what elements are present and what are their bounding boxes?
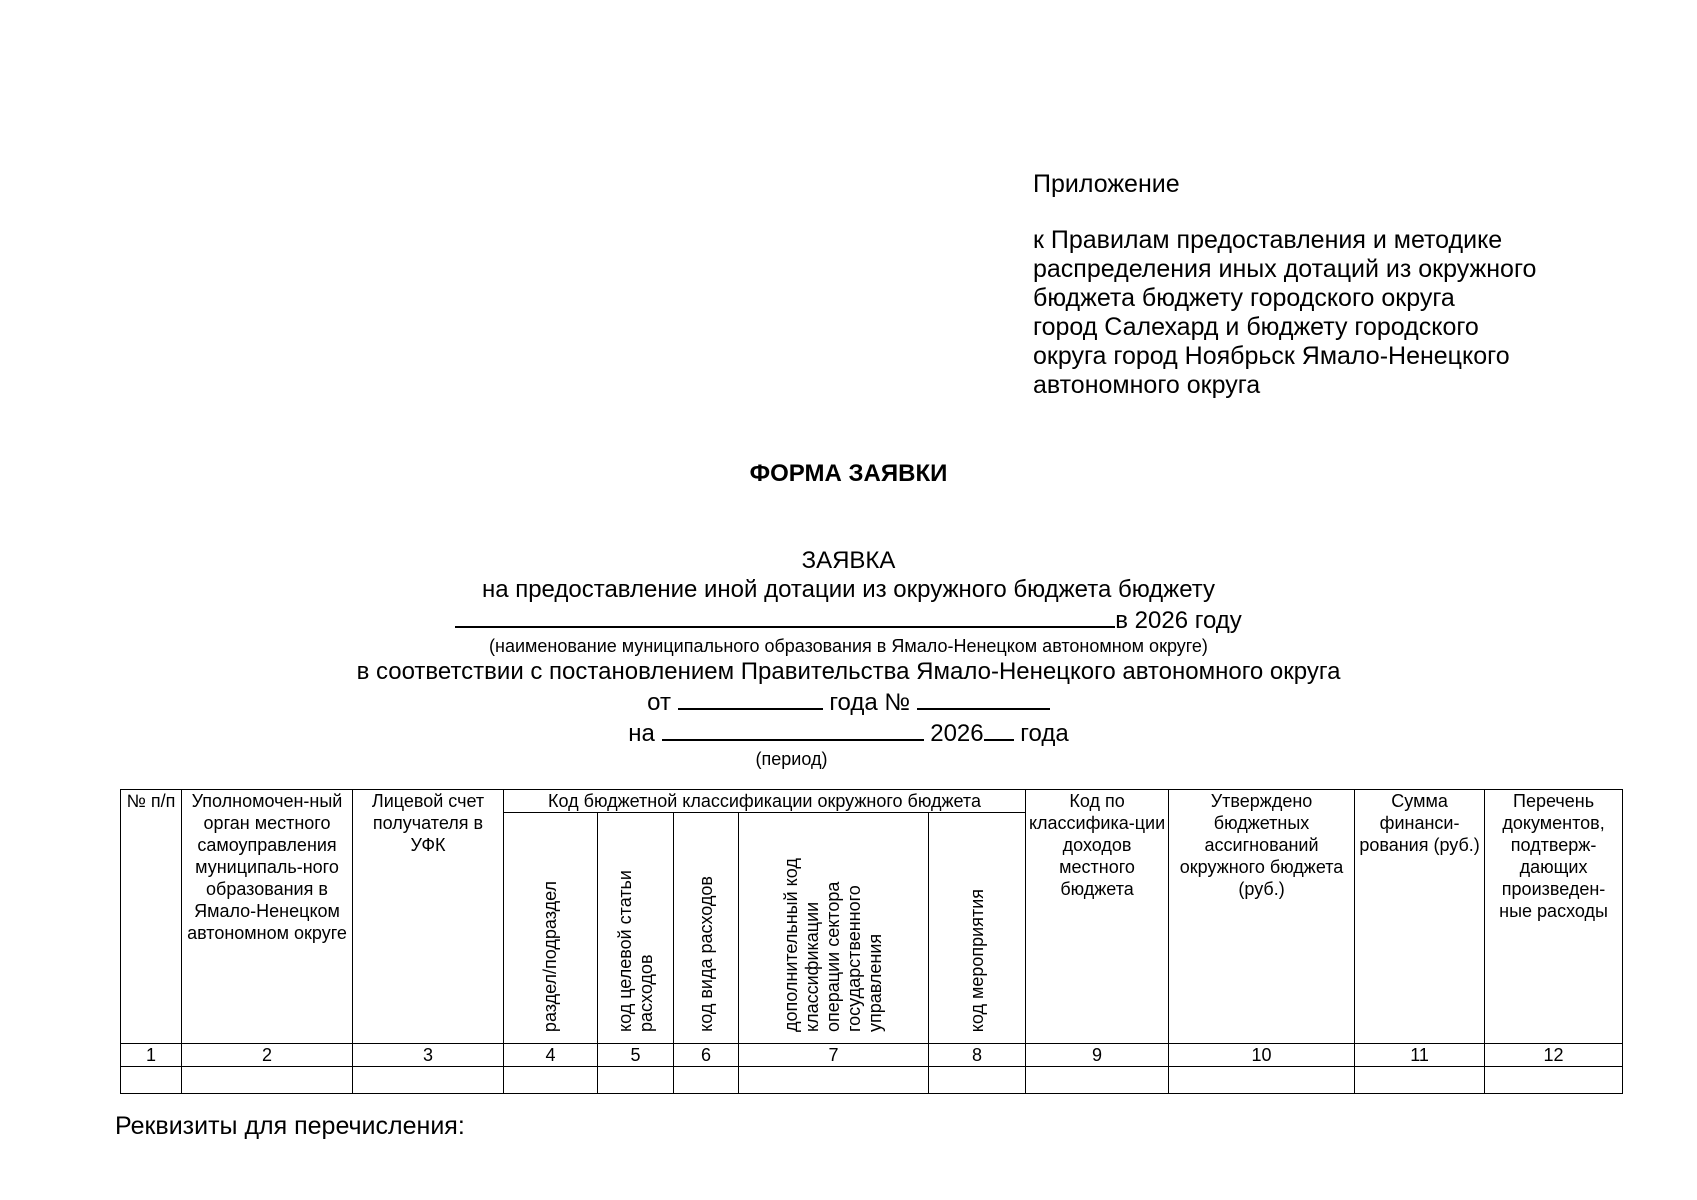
column-number: 3 [353, 1044, 504, 1067]
period-year: 2026 [930, 720, 984, 747]
municipality-name-hint: (наименование муниципального образования в Ямало-Ненецком автономном округе) [489, 636, 1208, 656]
request-line-4 [0, 686, 1697, 717]
request-line-5 [0, 717, 1697, 748]
annex-title: Приложение [1033, 170, 1180, 198]
column-number: 9 [1026, 1044, 1169, 1067]
column-number: 12 [1485, 1044, 1623, 1067]
header-expense-type-cell [674, 813, 739, 1044]
decree-date-blank[interactable] [678, 686, 823, 710]
column-number: 2 [182, 1044, 353, 1067]
table-column-numbers-row [121, 1044, 1623, 1067]
header-number: № п/п [121, 790, 182, 1044]
request-line-3: в соответствии с постановлением Правительства Ямало-Ненецкого автономного округа [356, 658, 1341, 685]
header-target-article-cell [598, 813, 674, 1044]
table-cell[interactable] [1355, 1067, 1485, 1094]
table-cell[interactable] [929, 1067, 1026, 1094]
table-cell[interactable] [739, 1067, 929, 1094]
header-expense-type: код вида расходов [695, 876, 716, 1032]
request-year-suffix: в 2026 году [1115, 607, 1242, 634]
table-cell[interactable] [504, 1067, 598, 1094]
header-funding-amount: Сумма финанси-рования (руб.) [1355, 790, 1485, 1044]
year-suffix-blank[interactable] [984, 717, 1014, 741]
header-section-cell [504, 813, 598, 1044]
request-line-2 [0, 604, 1697, 635]
table-cell[interactable] [1026, 1067, 1169, 1094]
period-hint: (период) [755, 749, 828, 769]
table-cell[interactable] [1169, 1067, 1355, 1094]
column-number: 4 [504, 1044, 598, 1067]
header-additional-code-cell [739, 813, 929, 1044]
header-target-article: код целевой статьи расходов [614, 870, 656, 1032]
table-cell[interactable] [598, 1067, 674, 1094]
period-blank[interactable] [662, 717, 924, 741]
table-cell[interactable] [674, 1067, 739, 1094]
annex-text: к Правилам предоставления и методике распределения иных дотаций из окружного бюджета бюджету городского округа город Салехард и бюджету городского округа город Ноябрьск Ямало-Ненецкого автономного округа [1033, 226, 1537, 399]
table-cell[interactable] [1485, 1067, 1623, 1094]
request-title: ЗАЯВКА [801, 547, 896, 574]
annex-block [1033, 170, 1653, 400]
table-row [121, 1067, 1623, 1094]
request-header [0, 546, 1697, 770]
header-section: раздел/подраздел [540, 880, 560, 1032]
decree-number-blank[interactable] [917, 686, 1050, 710]
column-number: 8 [929, 1044, 1026, 1067]
header-budget-classification: Код бюджетной классификации окружного бюджета [504, 790, 1026, 813]
request-line-1: на предоставление иной дотации из окружного бюджета бюджету [481, 576, 1216, 603]
header-event-code-cell [929, 813, 1026, 1044]
request-table [120, 789, 1623, 1094]
header-event-code: код мероприятия [966, 888, 987, 1032]
table-cell[interactable] [182, 1067, 353, 1094]
header-income-code: Код по классифика-ции доходов местного бюджета [1026, 790, 1169, 1044]
header-documents-list: Перечень документов, подтверж-дающих произведен-ные расходы [1485, 790, 1623, 1044]
header-approved-allocations: Утверждено бюджетных ассигнований окружного бюджета (руб.) [1169, 790, 1355, 1044]
decree-number-label: года № [829, 689, 911, 716]
column-number: 6 [674, 1044, 739, 1067]
column-number: 10 [1169, 1044, 1355, 1067]
column-number: 11 [1355, 1044, 1485, 1067]
requisites-label: Реквизиты для перечисления: [115, 1112, 465, 1140]
period-on-label: на [628, 720, 655, 747]
column-number: 1 [121, 1044, 182, 1067]
table-cell[interactable] [353, 1067, 504, 1094]
column-number: 7 [739, 1044, 929, 1067]
decree-from-label: от [647, 689, 671, 716]
column-number: 5 [598, 1044, 674, 1067]
table-cell[interactable] [121, 1067, 182, 1094]
header-authority: Уполномочен-ный орган местного самоуправления муниципаль-ного образования в Ямало-Ненецком автономном округе [182, 790, 353, 1044]
header-account: Лицевой счет получателя в УФК [353, 790, 504, 1044]
municipality-name-blank[interactable] [455, 604, 1115, 628]
table-header-row [121, 790, 1623, 813]
form-title: ФОРМА ЗАЯВКИ [749, 460, 948, 487]
header-additional-code: дополнительный код классификации операции сектора государственного управления [781, 858, 885, 1032]
period-year-label: года [1020, 720, 1069, 747]
